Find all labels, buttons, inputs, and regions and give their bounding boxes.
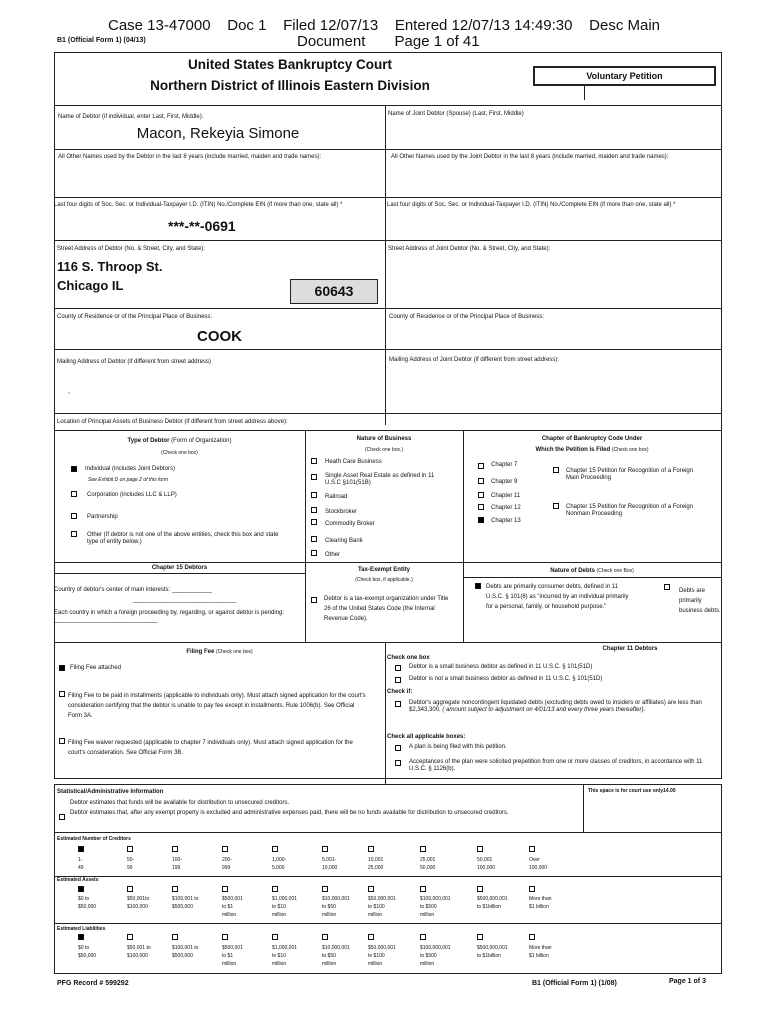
checkbox-other-entity[interactable]	[71, 531, 77, 537]
liability-range-label: million	[322, 961, 337, 967]
liability-range-checkbox[interactable]	[272, 934, 278, 940]
country-line: _______________________________	[133, 597, 237, 603]
liability-range-checkbox[interactable]	[222, 934, 228, 940]
liability-range-label: More than	[529, 945, 552, 951]
creditor-range-label: 50-	[127, 857, 135, 863]
court-use-label: This space is for court use only14.00	[588, 788, 676, 794]
checkbox-health-care[interactable]	[311, 458, 317, 464]
checkbox-aggregate-debts[interactable]	[395, 701, 401, 707]
asset-range-label: $50,000	[78, 904, 97, 910]
partnership-label: Partnership	[87, 514, 118, 520]
chapter-13-label: Chapter 13	[491, 518, 521, 524]
creditor-range-label: 200-	[222, 857, 233, 863]
checkbox-ch15-main[interactable]	[553, 467, 559, 473]
not-small-business-label: Debtor is not a small business debtor as defined in 11 U.S.C. § 101(51D)	[409, 676, 603, 682]
asset-range-checkbox[interactable]	[420, 886, 426, 892]
asset-range-label: million	[222, 912, 237, 918]
ch15-nonmain-label: Chapter 15 Petition for Recognition of a Foreign Nonmain Proceeding	[566, 504, 694, 517]
asset-range-label: to $50	[322, 904, 336, 910]
fee-installments-label: Filing Fee to be paid in installments (applicable to individuals only). Must attach signed application for the court's consideration certifying that the debtor is unable to pay fee except in installments. Rule 1006(b). See Official Form 3A.	[68, 693, 366, 719]
checkbox-clearing-bank[interactable]	[311, 536, 317, 542]
checkbox-not-small-business[interactable]	[395, 677, 401, 683]
creditor-range-label: 25,001	[420, 857, 436, 863]
asset-range-label: to $100	[368, 904, 385, 910]
creditor-range-label: 25,000	[368, 865, 384, 871]
country-label: Country of debtor's center of main interests: ____________	[54, 587, 212, 593]
street-line2: Chicago IL	[57, 278, 124, 293]
creditor-range-label: 100,000	[477, 865, 496, 871]
location-label: Location of Principal Assets of Business Debtor (if different from street address above):	[57, 419, 288, 425]
liability-range-label: $100,000	[127, 953, 148, 959]
liability-range-label: million	[222, 961, 237, 967]
other-entity-label: Other (If debtor is not one of the above entities, check this box and state type of entity below.)	[87, 532, 279, 545]
liability-range-checkbox[interactable]	[420, 934, 426, 940]
asset-range-label: $10,000,001	[322, 896, 350, 902]
acceptances-label: Acceptances of the plan were solicited prepetition from one or more classes of creditors, in accordance with 11 U.S.C. § 1126(b).	[409, 759, 703, 772]
tax-exempt-title: Tax-Exempt Entity	[358, 567, 410, 573]
footer-form: B1 (Official Form 1) (1/08)	[532, 980, 617, 987]
liability-range-label: million	[368, 961, 383, 967]
asset-range-checkbox[interactable]	[78, 886, 84, 892]
joint-ssn-label: Last four digits of Soc. Sec. or Individual-Taxpayer I.D. (ITIN) No./Complete EIN (if more than one, state all) *	[387, 202, 676, 208]
liability-range-label: $100,000,001	[420, 945, 451, 951]
creditor-range-label: 999	[222, 865, 231, 871]
checkbox-chapter-11[interactable]	[478, 492, 484, 498]
asset-range-label: million	[322, 912, 337, 918]
checkbox-consumer-debts[interactable]	[475, 583, 481, 589]
type-of-debtor-title: Type of Debtor (Form of Organization)	[127, 438, 232, 444]
checkbox-stockbroker[interactable]	[311, 507, 317, 513]
creditor-range-checkbox[interactable]	[322, 846, 328, 852]
small-business-label: Debtor is a small business debtor as defined in 11 U.S.C. § 101(51D)	[409, 664, 593, 670]
stockbroker-label: Stockbroker	[325, 509, 358, 515]
checkbox-other-business[interactable]	[311, 550, 317, 556]
zip-code: 60643	[314, 283, 354, 299]
liability-range-label: $0 to	[78, 945, 90, 951]
liability-range-label: to $500	[420, 953, 437, 959]
liability-range-label: $500,000	[172, 953, 193, 959]
corporation-label: Corporation (includes LLC & LLP)	[87, 492, 177, 498]
fee-waiver-label: Filing Fee waiver requested (applicable to chapter 7 individuals only). Must attach signed application for the court's consideration. See Official Form 3B.	[68, 740, 353, 756]
asset-range-checkbox[interactable]	[322, 886, 328, 892]
asset-range-label: $50,001to	[127, 896, 150, 902]
street-line1: 116 S. Throop St.	[57, 259, 163, 274]
individual-note: See Exhibit D on page 2 of this form	[88, 477, 169, 483]
chapter11-check-one: Check one box	[387, 655, 430, 661]
liability-range-label: million	[420, 961, 435, 967]
asset-range-checkbox[interactable]	[368, 886, 374, 892]
checkbox-partnership[interactable]	[71, 513, 77, 519]
creditor-range-label: 199	[172, 865, 181, 871]
chapter-9-label: Chapter 9	[491, 479, 518, 485]
business-debts-label: Debts are primarily business debts.	[679, 588, 721, 614]
filing-fee-title: Filing Fee (Check one box)	[186, 649, 253, 655]
liability-range-label: $50,001 to	[127, 945, 151, 951]
creditor-range-label: 50,001	[477, 857, 493, 863]
other-business-label: Other	[325, 552, 341, 558]
individual-label: Individual (includes Joint Debtors)	[85, 466, 176, 472]
liability-range-label: $1,000,001	[272, 945, 298, 951]
creditor-range-label: 10,001	[368, 857, 384, 863]
assets-label: Estimated Assets	[57, 877, 99, 883]
liability-range-checkbox[interactable]	[78, 934, 84, 940]
liability-range-label: $50,000	[78, 953, 97, 959]
asset-range-label: to $500	[420, 904, 437, 910]
liability-range-label: to $1	[222, 953, 234, 959]
asset-range-label: $100,001 to	[172, 896, 199, 902]
court-title: United States Bankruptcy Court	[187, 57, 393, 72]
asset-range-label: to $1	[222, 904, 234, 910]
chapter-11-label: Chapter 11	[491, 493, 521, 499]
asset-range-label: $1,000,001	[272, 896, 298, 902]
creditor-range-checkbox[interactable]	[78, 846, 84, 852]
checkbox-small-business[interactable]	[395, 665, 401, 671]
footer-record: PFG Record # 599292	[57, 980, 129, 987]
checkbox-business-debts[interactable]	[664, 584, 670, 590]
asset-range-label: $500,000	[172, 904, 193, 910]
creditor-range-label: 100,000	[529, 865, 548, 871]
ssn-label: Last four digits of Soc. Sec. or Individual-Taxpayer I.D. (ITIN) No./Complete EIN (if more than one, state all) *	[54, 202, 343, 208]
asset-range-label: to $10	[272, 904, 286, 910]
debtor-name-label: Name of Debtor (if individual, enter Last, First, Middle):	[58, 114, 204, 120]
asset-range-checkbox[interactable]	[272, 886, 278, 892]
creditor-range-checkbox[interactable]	[172, 846, 178, 852]
asset-range-label: $100,000,001	[420, 896, 451, 902]
creditor-range-label: 1,000-	[272, 857, 287, 863]
joint-name-label: Name of Joint Debtor (Spouse) (Last, First, Middle)	[388, 111, 524, 117]
liability-range-label: $10,000,001	[322, 945, 350, 951]
stats-title: Statistical/Administrative Information	[57, 789, 164, 795]
asset-range-checkbox[interactable]	[127, 886, 133, 892]
checkbox-chapter-7[interactable]	[478, 463, 484, 469]
each-country-label: Each country in which a foreign proceeding by, regarding, or against debtor is pending: _______________________________	[54, 610, 285, 623]
mailing-label: Mailing Address of Debtor (if different from street address)	[57, 359, 211, 365]
liabilities-label: Estimated Liabilities	[57, 926, 106, 932]
document-page-line: Document Page 1 of 41	[297, 33, 480, 50]
creditors-label: Estimated Number of Creditors	[57, 836, 131, 842]
creditor-range-checkbox[interactable]	[272, 846, 278, 852]
mailing-value: ,	[68, 388, 70, 395]
plan-filed-label: A plan is being filed with this petition.	[409, 744, 507, 750]
single-asset-label: Single Asset Real Estate as defined in 11 U.S.C §101(51B)	[325, 473, 435, 486]
street-label: Street Address of Debtor (No. & Street, City, and State):	[57, 246, 205, 252]
county-label: County of Residence or of the Principal Place of Business:	[57, 314, 213, 320]
checkbox-tax-exempt[interactable]	[311, 597, 317, 603]
asset-range-checkbox[interactable]	[172, 886, 178, 892]
liability-range-label: $100,001 to	[172, 945, 199, 951]
joint-mailing-label: Mailing Address of Joint Debtor (if different from street address):	[389, 357, 559, 363]
asset-range-label: to $1billion	[477, 904, 501, 910]
liability-range-checkbox[interactable]	[477, 934, 483, 940]
checkbox-corporation[interactable]	[71, 491, 77, 497]
nature-of-business-title: Nature of Business	[356, 436, 412, 442]
health-care-label: Heath Care Business	[325, 459, 382, 465]
asset-range-label: million	[272, 912, 287, 918]
case-header: Case 13-47000 Doc 1 Filed 12/07/13 Entered 12/07/13 14:49:30 Desc Main	[108, 17, 661, 34]
asset-range-label: $50,000,001	[368, 896, 396, 902]
no-funds-label: Debtor estimates that, after any exempt property is excluded and administrative expenses paid, there will be no funds available for distribution to unsecured creditors.	[70, 810, 509, 816]
creditor-range-label: 1-	[78, 857, 83, 863]
asset-range-label: More than	[529, 896, 552, 902]
checkbox-ch15-nonmain[interactable]	[553, 503, 559, 509]
asset-range-label: $1 billion	[529, 904, 549, 910]
liability-range-label: to $50	[322, 953, 336, 959]
checkbox-no-funds[interactable]	[59, 814, 65, 820]
ch15-main-label: Chapter 15 Petition for Recognition of a Foreign Main Proceeding	[566, 468, 694, 481]
asset-range-label: $500,000,001	[477, 896, 508, 902]
fee-attached-label: Filing Fee attached	[70, 665, 122, 671]
checkbox-chapter-12[interactable]	[478, 504, 484, 510]
liability-range-label: $500,001	[222, 945, 243, 951]
creditor-range-checkbox[interactable]	[127, 846, 133, 852]
nature-of-debts-title: Nature of Debts (Check one Box)	[550, 568, 634, 574]
liability-range-label: to $10	[272, 953, 286, 959]
form-frame	[54, 52, 722, 779]
liability-range-checkbox[interactable]	[368, 934, 374, 940]
asset-range-checkbox[interactable]	[477, 886, 483, 892]
chapter15-title: Chapter 15 Debtors	[151, 565, 208, 571]
footer-page: Page 1 of 3	[669, 978, 706, 985]
consumer-debts-label: Debts are primarily consumer debts, defined in 11 U.S.C. § 101(8) as "incurred by an individual primarily for a personal, family, or household purpose."	[486, 584, 629, 610]
liability-range-label: to $100	[368, 953, 385, 959]
liability-range-checkbox[interactable]	[322, 934, 328, 940]
creditor-range-label: Over	[529, 857, 540, 863]
creditor-range-label: 100-	[172, 857, 183, 863]
county-value: COOK	[197, 328, 242, 345]
liability-range-checkbox[interactable]	[172, 934, 178, 940]
nature-of-business-sub: (Check one box.)	[364, 447, 404, 453]
liability-range-label: $500,000,001	[477, 945, 508, 951]
joint-other-names-label: All Other Names used by the Joint Debtor in the last 8 years (include married, maiden and trade names):	[391, 154, 669, 160]
joint-street-label: Street Address of Joint Debtor (No. & Street, City, and State):	[388, 246, 551, 252]
chapter-12-label: Chapter 12	[491, 505, 521, 511]
liability-range-label: $1 billion	[529, 953, 549, 959]
creditor-range-checkbox[interactable]	[529, 846, 535, 852]
petition-type: Voluntary Petition	[586, 71, 663, 81]
creditor-range-checkbox[interactable]	[420, 846, 426, 852]
clearing-bank-label: Clearing Bank	[325, 538, 363, 544]
checkbox-railroad[interactable]	[311, 492, 317, 498]
other-names-label: All Other Names used by the Debtor in the last 8 years (include married, maiden and trade names):	[58, 154, 322, 160]
commodity-broker-label: Commodity Broker	[325, 521, 375, 527]
chapter-7-label: Chapter 7	[491, 462, 518, 468]
liability-range-label: $50,000,001	[368, 945, 396, 951]
checkbox-single-asset[interactable]	[311, 474, 317, 480]
funds-available-label: Debtor estimates that funds will be available for distribution to unsecured creditors.	[70, 800, 290, 806]
creditor-range-checkbox[interactable]	[477, 846, 483, 852]
checkbox-fee-attached[interactable]	[59, 665, 65, 671]
type-of-debtor-sub: (Check one box)	[161, 450, 198, 456]
joint-county-label: County of Residence or of the Principal Place of Business:	[389, 314, 545, 320]
debtor-name: Macon, Rekeyia Simone	[136, 125, 300, 142]
checkbox-fee-waiver[interactable]	[59, 738, 65, 744]
creditor-range-label: 5,000	[272, 865, 285, 871]
checkbox-individual[interactable]	[71, 466, 77, 472]
creditor-range-label: 99	[127, 865, 133, 871]
asset-range-label: $500,001	[222, 896, 243, 902]
chapter11-check-all: Check all applicable boxes:	[387, 734, 466, 740]
aggregate-debts-label: Debtor's aggregate noncontingent liquidated debts (excluding debts owed to insiders or affiliates) are less than $2,343,300. ( amount subject to adjustment on 4/01/13 and every three years thereafter).	[409, 700, 702, 713]
checkbox-plan-filed[interactable]	[395, 745, 401, 751]
railroad-label: Railroad	[325, 494, 348, 500]
checkbox-commodity-broker[interactable]	[311, 519, 317, 525]
checkbox-acceptances[interactable]	[395, 760, 401, 766]
creditor-range-label: 50,000	[420, 865, 436, 871]
chapter-title2: Which the Petition is Filed (Check one box)	[535, 447, 649, 453]
chapter11-title: Chapter 11 Debtors	[602, 646, 658, 652]
checkbox-chapter-9[interactable]	[478, 478, 484, 484]
creditor-range-checkbox[interactable]	[368, 846, 374, 852]
court-district: Northern District of Illinois Eastern Division	[150, 78, 430, 93]
creditor-range-label: 10,000	[322, 865, 338, 871]
checkbox-fee-installments[interactable]	[59, 691, 65, 697]
checkbox-chapter-13[interactable]	[478, 517, 484, 523]
ssn-value: ***-**-0691	[168, 218, 236, 234]
liability-range-label: to $1billion	[477, 953, 501, 959]
asset-range-checkbox[interactable]	[529, 886, 535, 892]
chapter-title: Chapter of Bankruptcy Code Under	[541, 436, 643, 442]
form-id: B1 (Official Form 1) (04/13)	[57, 37, 146, 44]
liability-range-label: million	[272, 961, 287, 967]
creditor-range-checkbox[interactable]	[222, 846, 228, 852]
creditor-range-label: 5,001-	[322, 857, 337, 863]
liability-range-checkbox[interactable]	[127, 934, 133, 940]
tax-exempt-sub: (Check box, if applicable.)	[355, 577, 413, 583]
liability-range-checkbox[interactable]	[529, 934, 535, 940]
asset-range-checkbox[interactable]	[222, 886, 228, 892]
asset-range-label: $100,000	[127, 904, 148, 910]
creditor-range-label: 49	[78, 865, 84, 871]
asset-range-label: million	[368, 912, 383, 918]
tax-exempt-label: Debtor is a tax-exempt organization under Title 26 of the United States Code (the Internal Revenue Code).	[324, 596, 449, 622]
asset-range-label: $0 to	[78, 896, 90, 902]
asset-range-label: million	[420, 912, 435, 918]
chapter11-check-if: Check if:	[387, 689, 413, 695]
